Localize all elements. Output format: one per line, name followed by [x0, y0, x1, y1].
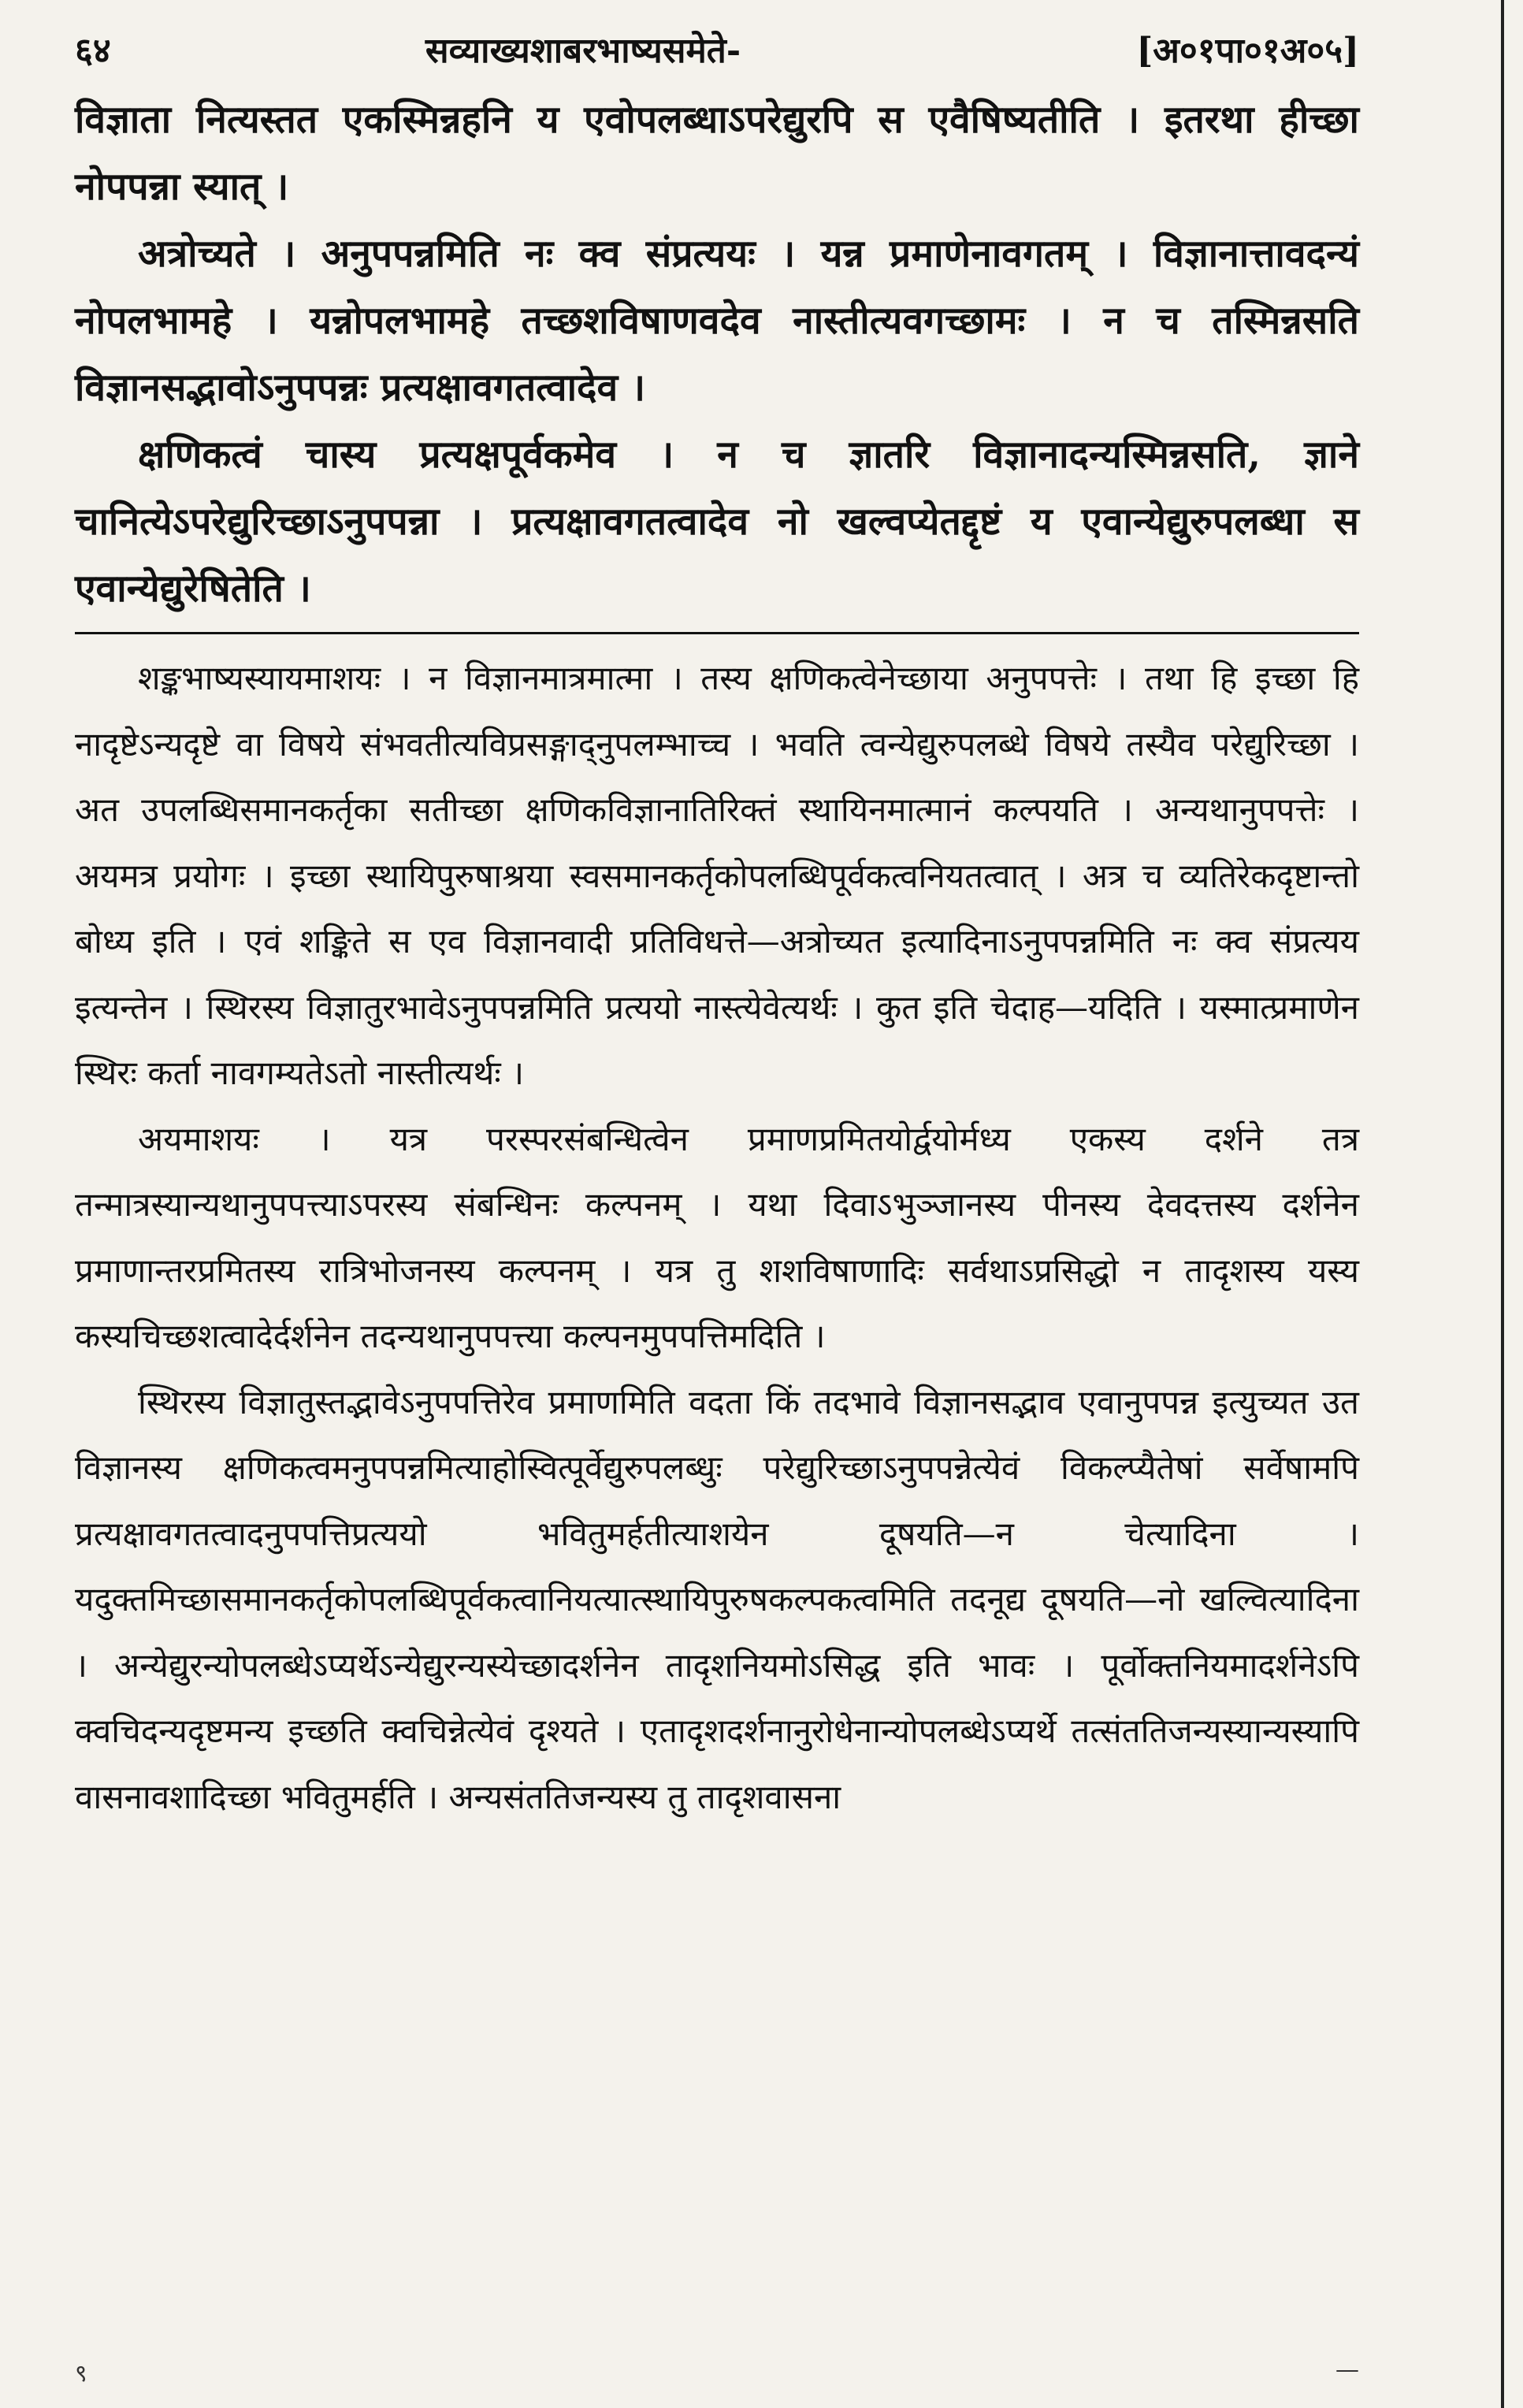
- main-paragraph: क्षणिकत्वं चास्य प्रत्यक्षपूर्वकमेव । न च ज्ञातरि विज्ञानादन्यस्मिन्नसति, ज्ञाने चानित्येऽपरेद्युरिच्छाऽनुपपन्ना । प्रत्यक्षावगतत्वादेव नो खल्वप्येतद्दृष्टं य एवान्येद्युरुपलब्धा स एवान्येद्युरेषितेति ।: [75, 433, 1359, 611]
- page-header: [75, 16, 1359, 87]
- section-divider: [75, 632, 1359, 634]
- commentary-text: [75, 645, 1359, 1830]
- commentary-paragraph: स्थिरस्य विज्ञातुस्तद्भावेऽनुपपत्तिरेव प्रमाणमिति वदता किं तदभावे विज्ञानसद्भाव एवानुपपन्न इत्युच्यत उत विज्ञानस्य क्षणिकत्वमनुपपन्नमित्याहोस्वित्पूर्वेद्युरुपलब्धुः परेद्युरिच्छाऽनुपपन्नेत्येवं विकल्प्यैतेषां सर्वेषामपि प्रत्यक्षावगतत्वादनुपपत्तिप्रत्ययो भवितुमर्हतीत्याशयेन दूषयति—न चेत्यादिना । यदुक्तमिच्छासमानकर्तृकोपलब्धिपूर्वकत्वानियत्यात्स्थायिपुरुषकल्पकत्वमिति तदनूद्य दूषयति—नो खल्वित्यादिना । अन्येद्युरन्योपलब्धेऽप्यर्थेऽन्येद्युरन्यस्येच्छादर्शनेन तादृशनियमोऽसिद्ध इति भावः । पूर्वोक्तनियमादर्शनेऽपि क्वचिदन्यदृष्टमन्य इच्छति क्वचिन्नेत्येवं दृश्यते । एतादृशदर्शनानुरोधेनान्योपलब्धेऽप्यर्थे तत्संततिजन्यस्यान्यस्यापि वासनावशादिच्छा भवितुमर्हति । अन्यसंततिजन्यस्य तु तादृशवासना: [75, 1382, 1359, 1816]
- page-number: ६४: [75, 31, 111, 71]
- main-paragraph: विज्ञाता नित्यस्तत एकस्मिन्नहनि य एवोपलब्धाऽपरेद्युरपि स एवैषिष्यतीति । इतरथा हीच्छा नोपपन्ना स्यात् ।: [75, 98, 1359, 209]
- commentary-paragraph: अयमाशयः । यत्र परस्परसंबन्धित्वेन प्रमाणप्रमितयोर्द्वयोर्मध्य एकस्य दर्शने तत्र तन्मात्रस्यान्यथानुपपत्त्याऽपरस्य संबन्धिनः कल्पनम् । यथा दिवाऽभुञ्जानस्य पीनस्य देवदत्तस्य दर्शनेन प्रमाणान्तरप्रमितस्य रात्रिभोजनस्य कल्पनम् । यत्र तु शशविषाणादिः सर्वथाऽप्रसिद्धो न तादृशस्य यस्य कस्यचिच्छशत्वादेर्दर्शनेन तदन्यथानुपपत्त्या कल्पनमुपपत्तिमदिति ।: [75, 1119, 1359, 1355]
- footer-right-mark: —: [1335, 2356, 1359, 2384]
- document-page: [75, 16, 1359, 1830]
- binding-edge: [1501, 0, 1504, 2408]
- commentary-paragraph: शङ्कभाष्यस्यायमाशयः । न विज्ञानमात्रमात्मा । तस्य क्षणिकत्वेनेच्छाया अनुपपत्तेः । तथा हि इच्छा हि नादृष्टेऽन्यदृष्टे वा विषये संभवतीत्यविप्रसङ्गाद्नुपलम्भाच्च । भवति त्वन्येद्युरुपलब्धे विषये तस्यैव परेद्युरिच्छा । अत उपलब्धिसमानकर्तृका सतीच्छा क्षणिकविज्ञानातिरिक्तं स्थायिनमात्मानं कल्पयति । अन्यथानुपपत्तेः । अयमत्र प्रयोगः । इच्छा स्थायिपुरुषाश्रया स्वसमानकर्तृकोपलब्धिपूर्वकत्वनियतत्वात् । अत्र च व्यतिरेकदृष्टान्तो बोध्य इति । एवं शङ्किते स एव विज्ञानवादी प्रतिविधत्ते—अत्रोच्यत इत्यादिनाऽनुपपन्नमिति नः क्व संप्रत्यय इत्यन्तेन । स्थिरस्य विज्ञातुरभावेऽनुपपन्नमिति प्रत्ययो नास्त्येवेत्यर्थः । कुत इति चेदाह—यदिति । यस्मात्प्रमाणेन स्थिरः कर्ता नावगम्यतेऽतो नास्तीत्यर्थः ।: [75, 659, 1359, 1092]
- footer-left-mark: ९: [75, 2360, 87, 2388]
- page-footer: [75, 2356, 1359, 2388]
- main-text: [75, 87, 1359, 622]
- section-reference: [अ०१पा०१अ०५]: [1136, 31, 1359, 71]
- main-paragraph: अत्रोच्यते । अनुपपन्नमिति नः क्व संप्रत्ययः । यन्न प्रमाणेनावगतम् । विज्ञानात्तावदन्यं नोपलभामहे । यन्नोपलभामहे तच्छशविषाणवदेव नास्तीत्यवगच्छामः । न च तस्मिन्नसति विज्ञानसद्भावोऽनुपपन्नः प्रत्यक्षावगतत्वादेव ।: [75, 232, 1359, 410]
- running-title: सव्याख्यशाबरभाष्यसमेते-: [425, 31, 741, 71]
